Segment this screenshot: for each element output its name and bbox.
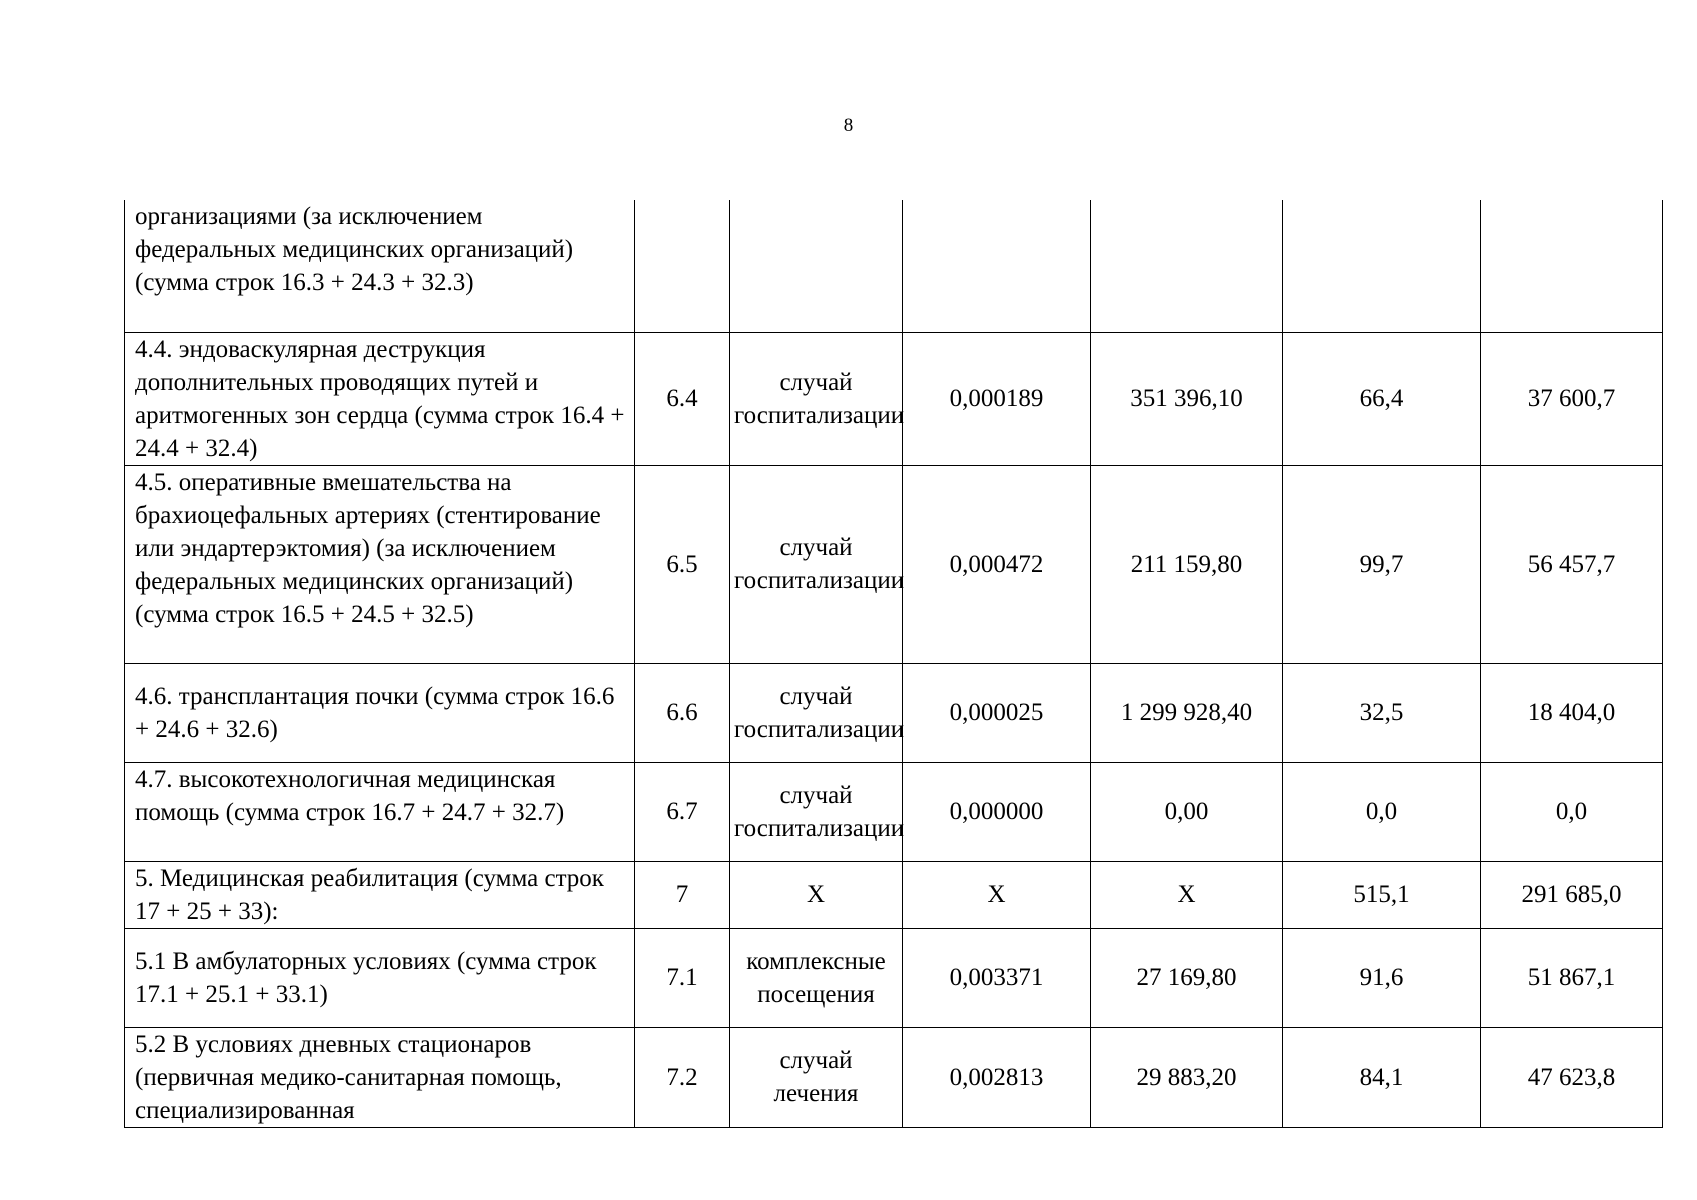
row-number	[635, 200, 730, 332]
row-per-capita: 515,1	[1283, 861, 1481, 928]
row-number: 6.7	[635, 762, 730, 861]
row-norm: 0,000025	[903, 663, 1091, 762]
row-total	[1481, 200, 1663, 332]
row-description: 5.2 В условиях дневных стационаров (первичная медико-санитарная помощь, специализированная	[125, 1027, 635, 1127]
row-description: 5.1 В амбулаторных условиях (сумма строк 17.1 + 25.1 + 33.1)	[125, 928, 635, 1027]
row-number: 7	[635, 861, 730, 928]
row-unit: X	[730, 861, 903, 928]
row-cost: X	[1091, 861, 1283, 928]
row-norm: 0,002813	[903, 1027, 1091, 1127]
table-row	[125, 861, 1663, 928]
row-description: 4.4. эндоваскулярная деструкция дополнительных проводящих путей и аритмогенных зон сердца (сумма строк 16.4 + 24.4 + 32.4)	[125, 332, 635, 465]
row-norm	[903, 200, 1091, 332]
row-per-capita: 84,1	[1283, 1027, 1481, 1127]
table-row	[125, 1027, 1663, 1127]
row-unit: комплексные посещения	[730, 928, 903, 1027]
row-total: 47 623,8	[1481, 1027, 1663, 1127]
row-cost: 29 883,20	[1091, 1027, 1283, 1127]
row-number: 7.2	[635, 1027, 730, 1127]
row-total: 0,0	[1481, 762, 1663, 861]
row-unit: случай лечения	[730, 1027, 903, 1127]
row-number: 6.6	[635, 663, 730, 762]
table-row	[125, 663, 1663, 762]
row-norm: 0,000000	[903, 762, 1091, 861]
row-unit: случай госпитализации	[730, 762, 903, 861]
row-total: 291 685,0	[1481, 861, 1663, 928]
row-number: 6.5	[635, 465, 730, 663]
row-total: 56 457,7	[1481, 465, 1663, 663]
row-per-capita: 66,4	[1283, 332, 1481, 465]
row-cost: 351 396,10	[1091, 332, 1283, 465]
row-per-capita: 99,7	[1283, 465, 1481, 663]
row-cost: 211 159,80	[1091, 465, 1283, 663]
row-total: 18 404,0	[1481, 663, 1663, 762]
row-norm: 0,000472	[903, 465, 1091, 663]
row-norm: X	[903, 861, 1091, 928]
row-unit: случай госпитализации	[730, 465, 903, 663]
table-row	[125, 200, 1663, 332]
row-norm: 0,003371	[903, 928, 1091, 1027]
row-number: 7.1	[635, 928, 730, 1027]
row-unit	[730, 200, 903, 332]
row-cost	[1091, 200, 1283, 332]
row-description: организациями (за исключением федеральных медицинских организаций) (сумма строк 16.3 + 24.3 + 32.3)	[125, 200, 635, 332]
row-cost: 0,00	[1091, 762, 1283, 861]
row-norm: 0,000189	[903, 332, 1091, 465]
row-cost: 27 169,80	[1091, 928, 1283, 1027]
row-description: 4.5. оперативные вмешательства на брахиоцефальных артериях (стентирование или эндартерэктомия) (за исключением федеральных медицинских организаций) (сумма строк 16.5 + 24.5 + 32.5)	[125, 465, 635, 663]
row-unit: случай госпитализации	[730, 332, 903, 465]
row-total: 51 867,1	[1481, 928, 1663, 1027]
data-table	[124, 200, 1663, 1128]
row-per-capita: 32,5	[1283, 663, 1481, 762]
row-per-capita	[1283, 200, 1481, 332]
row-unit: случай госпитализации	[730, 663, 903, 762]
row-description: 5. Медицинская реабилитация (сумма строк 17 + 25 + 33):	[125, 861, 635, 928]
row-total: 37 600,7	[1481, 332, 1663, 465]
row-per-capita: 0,0	[1283, 762, 1481, 861]
row-cost: 1 299 928,40	[1091, 663, 1283, 762]
table-row	[125, 928, 1663, 1027]
row-description: 4.7. высокотехнологичная медицинская помощь (сумма строк 16.7 + 24.7 + 32.7)	[125, 762, 635, 861]
row-description: 4.6. трансплантация почки (сумма строк 16.6 + 24.6 + 32.6)	[125, 663, 635, 762]
row-per-capita: 91,6	[1283, 928, 1481, 1027]
table-row	[125, 762, 1663, 861]
page-number: 8	[843, 115, 854, 136]
table-row	[125, 465, 1663, 663]
row-number: 6.4	[635, 332, 730, 465]
table-row	[125, 332, 1663, 465]
